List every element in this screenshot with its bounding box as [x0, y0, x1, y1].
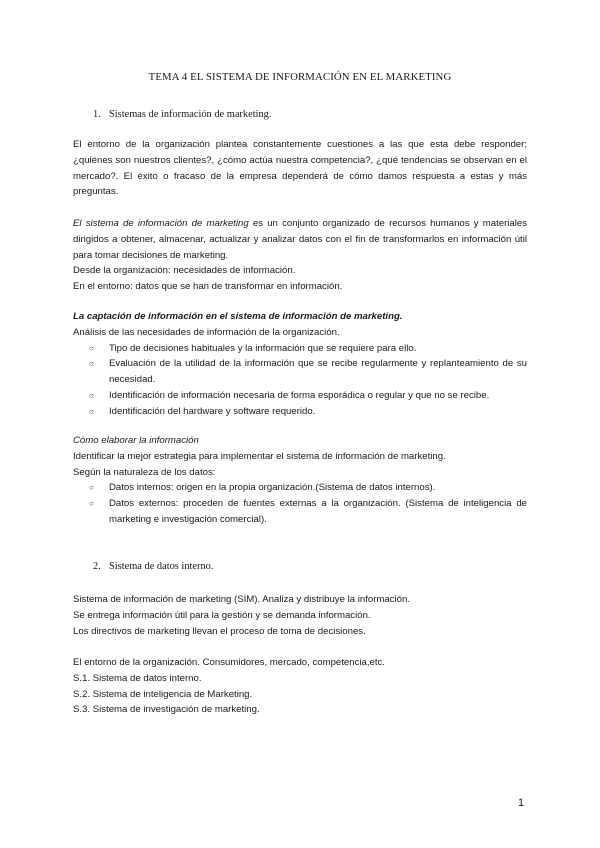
sim-line: Sistema de información de marketing (SIM). Analiza y distribuye la información.: [73, 594, 410, 605]
list-item: ○ Evaluación de la utilidad de la información que se recibe regularmente y replanteamiento de su necesidad.: [73, 356, 527, 388]
list-item: ○ Datos externos: proceden de fuentes externas a la organización. (Sistema de inteligencia de marketing e investigación comercial).: [73, 496, 527, 528]
capture-list: [73, 341, 527, 420]
capture-heading: La captación de información en el sistema de información de marketing.: [73, 311, 403, 322]
list-item: ○ Datos internos: origen en la propia organización.(Sistema de datos internos).: [73, 480, 527, 496]
section-2-number: 2.: [93, 561, 101, 572]
systems-line: S.3. Sistema de investigación de marketing.: [73, 704, 260, 716]
section-1-heading: [93, 109, 271, 120]
how-heading: Cómo elaborar la información: [73, 435, 199, 446]
systems-line: S.1. Sistema de datos interno.: [73, 672, 202, 684]
systems-line: El entorno de la organización. Consumidores, mercado, competencia,etc.: [73, 657, 385, 668]
systems-block: [73, 655, 527, 718]
how-block: [73, 433, 527, 528]
sim-line: Se entrega información útil para la gestión y se demanda información.: [73, 609, 371, 621]
how-line-strategy: Identificar la mejor estrategia para implementar el sistema de información de marketing.: [73, 450, 446, 462]
list-item: ○ Identificación de información necesaria de forma esporádica o regular y que no se recibe.: [73, 388, 527, 404]
definition-block: [73, 216, 527, 295]
intro-paragraph: El entorno de la organización plantea constantemente cuestiones a las que esta debe responder; ¿quiénes son nuestros clientes?, ¿cómo actúa nuestra competencia?, ¿qué tendencias se observan en el mercado?. El éxito o fracaso de la empresa dependerá de cómo damos respuesta a estas y más preguntas.: [73, 139, 527, 198]
section-2-heading: [93, 561, 213, 572]
data-sources-list: [73, 480, 527, 527]
how-line-nature: Según la naturaleza de los datos:: [73, 466, 216, 478]
sim-line: Los directivos de marketing llevan el proceso de toma de decisiones.: [73, 625, 366, 637]
page-title: TEMA 4 EL SISTEMA DE INFORMACIÓN EN EL MARKETING: [148, 71, 452, 83]
definition-line-organization: Desde la organización: necesidades de información.: [73, 265, 296, 277]
page-number: 1: [518, 797, 525, 809]
list-item: ○ Tipo de decisiones habituales y la información que se requiere para ello.: [73, 341, 527, 357]
section-1-number: 1.: [93, 109, 101, 120]
section-1-title: Sistemas de información de marketing.: [109, 109, 272, 120]
definition-line-environment: En el entorno: datos que se han de transformar en información.: [73, 281, 343, 293]
list-item: ○ Identificación del hardware y software requerido.: [73, 404, 527, 420]
capture-subheading: Análisis de las necesidades de información de la organización.: [73, 326, 340, 338]
systems-line: S.2. Sistema de inteligencia de Marketing.: [73, 688, 253, 700]
sim-block: [73, 592, 527, 639]
capture-block: [73, 309, 527, 420]
section-2-title: Sistema de datos interno.: [109, 561, 214, 572]
definition-term: El sistema de información de marketing: [73, 218, 249, 229]
definition-text: es un conjunto organizado de recursos humanos y materiales dirigidos a obtener, almacenar, actualizar y analizar datos con el fin de transformarlos en información útil para tomar decisiones de marketing.: [73, 218, 527, 261]
